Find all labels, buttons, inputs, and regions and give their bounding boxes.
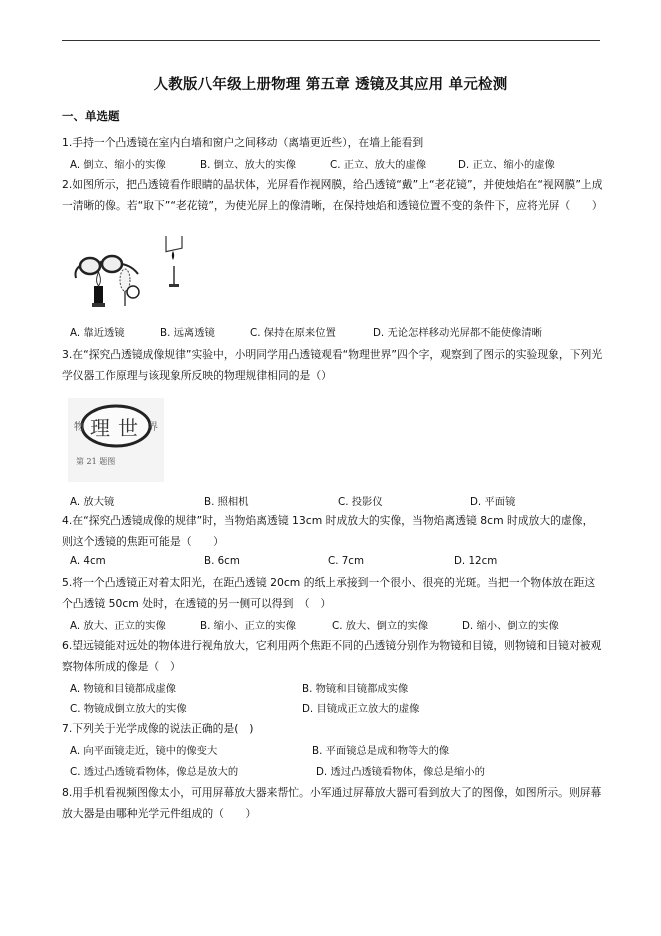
question-6-options-row2 [70, 700, 610, 718]
q1-option-d[interactable]: D. 正立、缩小的虚像 [458, 159, 555, 171]
q2-option-b[interactable]: B. 远离透镜 [160, 327, 215, 339]
figure-word-4: 界 [148, 422, 158, 433]
magnified-words-figure [68, 398, 164, 482]
q7-option-a[interactable]: A. 向平面镜走近，镜中的像变大 [70, 745, 218, 757]
q7-option-b[interactable]: B. 平面镜总是成和物等大的像 [312, 745, 450, 757]
q2-option-d[interactable]: D. 无论怎样移动光屏都不能使像清晰 [373, 327, 542, 339]
q4-option-b[interactable]: B. 6cm [204, 555, 240, 567]
question-6-options-row1 [70, 680, 610, 698]
q3-option-a[interactable]: A. 放大镜 [70, 496, 115, 508]
q5-option-b[interactable]: B. 缩小、正立的实像 [200, 620, 296, 632]
lens-candle-figure [70, 236, 190, 312]
q7-option-c[interactable]: C. 透过凸透镜看物体，像总是放大的 [70, 766, 239, 778]
question-4-options [70, 555, 610, 573]
question-5: 5.将一个凸透镜正对着太阳光，在距凸透镜 20cm 的纸上承接到一个很小、很亮的光斑。当把一个物体放在距这个凸透镜 50cm 处时，在透镜的另一侧可以得到 （ ） [62, 576, 596, 610]
question-7-options-row1 [70, 742, 610, 760]
q7-option-d[interactable]: D. 透过凸透镜看物体，像总是缩小的 [316, 766, 485, 778]
q5-option-d[interactable]: D. 缩小、倒立的实像 [462, 620, 559, 632]
page-title: 人教版八年级上册物理 第五章 透镜及其应用 单元检测 [153, 77, 508, 93]
section-heading: 一、单选题 [62, 109, 120, 123]
question-6: 6.望远镜能对远处的物体进行视角放大，它利用两个焦距不同的凸透镜分别作为物镜和目镜，则物镜和目镜对被观察物体所成的像是（ ） [62, 639, 602, 673]
question-3: 3.在“探究凸透镜成像规律”实验中，小明同学用凸透镜观看“物理世界”四个字，观察到了图示的实验现象，下列光学仪器工作原理与该现象所反映的物理规律相同的是（） [62, 348, 603, 382]
figure-word-2: 理 [90, 416, 110, 440]
q6-option-b[interactable]: B. 物镜和目镜都成实像 [302, 683, 409, 695]
question-2-options [70, 324, 610, 342]
q2-option-c[interactable]: C. 保持在原来位置 [250, 327, 336, 339]
figure-caption: 第 21 题图 [76, 457, 116, 466]
q4-option-a[interactable]: A. 4cm [70, 555, 106, 567]
question-7: 7.下列关于光学成像的说法正确的是( ) [62, 722, 254, 735]
q6-option-d[interactable]: D. 目镜成正立放大的虚像 [302, 703, 420, 715]
q3-option-d[interactable]: D. 平面镜 [470, 496, 516, 508]
q4-option-c[interactable]: C. 7cm [328, 555, 364, 567]
header-rule [62, 40, 600, 41]
q6-option-c[interactable]: C. 物镜成倒立放大的实像 [70, 703, 187, 715]
q5-option-c[interactable]: C. 放大、倒立的实像 [332, 620, 429, 632]
q3-option-b[interactable]: B. 照相机 [204, 496, 249, 508]
question-7-options-row2 [70, 763, 610, 781]
q3-option-c[interactable]: C. 投影仪 [338, 496, 383, 508]
question-5-options [70, 617, 610, 635]
q1-option-b[interactable]: B. 倒立、放大的实像 [200, 159, 296, 171]
question-8: 8.用手机看视频图像太小，可用屏幕放大器来帮忙。小军通过屏幕放大器可看到放大了的图像，如图所示。则屏幕放大器是由哪种光学元件组成的（ ） [62, 786, 602, 820]
q6-option-a[interactable]: A. 物镜和目镜都成虚像 [70, 683, 177, 695]
figure-word-1: 物 [74, 422, 84, 433]
q1-option-c[interactable]: C. 正立、放大的虚像 [330, 159, 427, 171]
question-2: 2.如图所示，把凸透镜看作眼睛的晶状体，光屏看作视网膜，给凸透镜“戴”上“老花镜”，并使烛焰在“视网膜”上成一清晰的像。若“取下”“老花镜”，为使光屏上的像清晰，在保持烛焰和透镜位置不变的条件下，应将光屏（ ） [62, 178, 603, 212]
figure-word-3: 世 [118, 416, 138, 440]
q4-option-d[interactable]: D. 12cm [454, 555, 498, 567]
q1-option-a[interactable]: A. 倒立、缩小的实像 [70, 159, 166, 171]
question-1: 1.手持一个凸透镜在室内白墙和窗户之间移动（离墙更近些），在墙上能看到 [62, 136, 424, 149]
q2-option-a[interactable]: A. 靠近透镜 [70, 327, 125, 339]
question-1-options [70, 156, 610, 174]
q5-option-a[interactable]: A. 放大、正立的实像 [70, 620, 166, 632]
question-3-options [70, 493, 610, 511]
question-4: 4.在“探究凸透镜成像的规律”时，当物焰离透镜 13cm 时成放大的实像，当物焰离透镜 8cm 时成放大的虚像，则这个透镜的焦距可能是（ ） [62, 514, 594, 548]
